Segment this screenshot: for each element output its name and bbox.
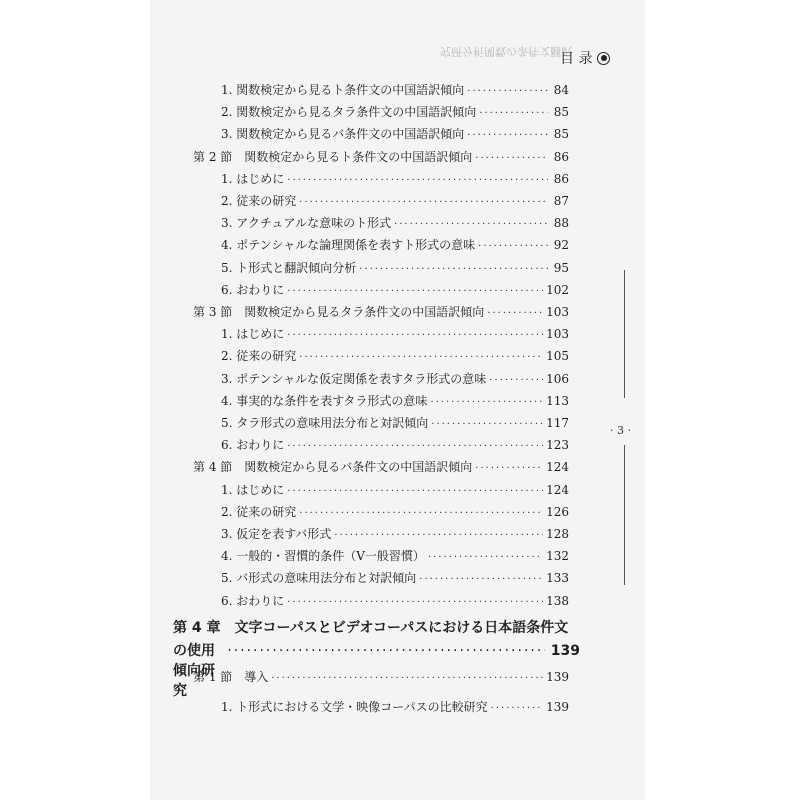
- toc-subsection-entry[interactable]: [221, 102, 569, 122]
- chapter-title-text: の使用傾向研究: [173, 643, 215, 699]
- leader-dots: [271, 669, 543, 689]
- entry-page-number: 92: [553, 238, 569, 253]
- entry-title: 3. ポテンシャルな仮定関係を表すタラ形式の意味: [221, 371, 487, 386]
- toc-subsection-entry[interactable]: [221, 124, 569, 144]
- leader-dots: [287, 326, 543, 346]
- entry-page-number: 88: [553, 216, 569, 231]
- entry-page-number: 128: [546, 527, 569, 541]
- entry-page-number: 103: [546, 327, 569, 342]
- leader-dots: [287, 593, 543, 613]
- toc-subsection-entry[interactable]: [221, 697, 569, 717]
- leader-dots: [479, 104, 548, 124]
- toc-subsection-entry[interactable]: [221, 235, 569, 255]
- entry-page-number: 105: [546, 349, 569, 364]
- leader-dots: [394, 215, 548, 235]
- entry-page-number: 85: [553, 127, 569, 142]
- bleed-through-text: 究研分析関数の条件文翻訳: [440, 45, 572, 58]
- entry-page-number: 106: [546, 371, 569, 386]
- leader-dots: [475, 459, 543, 479]
- toc-subsection-entry[interactable]: [221, 169, 569, 189]
- entry-page-number: 139: [546, 670, 569, 684]
- entry-page-number: 132: [546, 549, 569, 564]
- entry-title: 1. はじめに: [221, 171, 285, 186]
- entry-title: 3. 仮定を表すバ形式: [221, 527, 332, 541]
- leader-dots: [467, 126, 548, 146]
- bullet-icon: [597, 52, 610, 65]
- toc-subsection-entry[interactable]: [221, 191, 569, 211]
- entry-page-number: 133: [546, 571, 569, 586]
- toc-subsection-entry[interactable]: [221, 213, 569, 233]
- entry-title: 6. おわりに: [221, 438, 285, 453]
- entry-title: 2. 従来の研究: [221, 504, 297, 519]
- entry-title: 5. バ形式の意味用法分布と対訳傾向: [221, 571, 417, 586]
- toc-section-entry[interactable]: [193, 667, 569, 687]
- leader-dots: [299, 504, 543, 524]
- leader-dots: [334, 526, 543, 546]
- entry-title: 4. ポテンシャルな論理関係を表すト形式の意味: [221, 238, 476, 253]
- entry-page-number: 85: [553, 105, 569, 120]
- page-header: [560, 48, 610, 68]
- entry-title: 第 4 節 関数検定から見るバ条件文の中国語訳傾向: [193, 460, 473, 475]
- chapter-title-line1[interactable]: 第 4 章 文字コーパスとビデオコーパスにおける日本語条件文: [173, 620, 569, 636]
- entry-title: 1. ト形式における文学・映像コーパスの比較研究: [221, 700, 488, 714]
- entry-page-number: 84: [553, 83, 569, 97]
- entry-page-number: 139: [546, 700, 569, 714]
- entry-page-number: 126: [546, 504, 569, 519]
- leader-dots: [431, 415, 543, 435]
- toc-subsection-entry[interactable]: [221, 369, 569, 389]
- entry-title: 1. はじめに: [221, 327, 285, 342]
- leader-dots: [489, 371, 543, 391]
- entry-title: 2. 従来の研究: [221, 349, 297, 364]
- toc-subsection-entry[interactable]: [221, 502, 569, 522]
- entry-title: 6. おわりに: [221, 593, 285, 608]
- toc-subsection-entry[interactable]: [221, 391, 569, 411]
- entry-title: 4. 事実的な条件を表すタラ形式の意味: [221, 393, 428, 408]
- toc-subsection-entry[interactable]: [221, 524, 569, 544]
- chapter-page-number: 139: [550, 643, 580, 659]
- entry-page-number: 95: [553, 260, 569, 275]
- toc-section-entry[interactable]: [193, 147, 569, 167]
- entry-title: 6. おわりに: [221, 282, 285, 297]
- leader-dots: [475, 149, 548, 169]
- leader-dots: [287, 482, 543, 502]
- toc-subsection-entry[interactable]: [221, 480, 569, 500]
- toc-subsection-entry[interactable]: [221, 413, 569, 433]
- toc-subsection-entry[interactable]: [221, 346, 569, 366]
- entry-title: 4. 一般的・習慣的条件（V一般習慣）: [221, 549, 425, 564]
- toc-subsection-entry[interactable]: [221, 568, 569, 588]
- entry-title: 5. タラ形式の意味用法分布と対訳傾向: [221, 416, 429, 430]
- toc-subsection-entry[interactable]: [221, 280, 569, 300]
- leader-dots: [287, 171, 548, 191]
- leader-dots: [227, 643, 545, 659]
- leader-dots: [478, 237, 548, 257]
- entry-title: 1. はじめに: [221, 482, 285, 497]
- page-number-folio: · 3 ·: [610, 424, 631, 437]
- margin-rule-bottom: [624, 445, 625, 585]
- leader-dots: [359, 260, 548, 280]
- leader-dots: [491, 699, 543, 719]
- entry-title: 5. ト形式と翻訳傾向分析: [221, 260, 357, 275]
- toc-subsection-entry[interactable]: [221, 591, 569, 611]
- entry-title: 3. アクチュアルな意味のト形式: [221, 216, 392, 231]
- header-title: 目 录: [560, 51, 593, 67]
- entry-page-number: 113: [546, 393, 569, 408]
- entry-title: 第 1 節 導入: [193, 670, 269, 684]
- entry-title: 2. 従来の研究: [221, 194, 297, 208]
- entry-title: 3. 関数検定から見るバ条件文の中国語訳傾向: [221, 127, 465, 142]
- entry-page-number: 117: [546, 416, 569, 430]
- entry-page-number: 86: [553, 171, 569, 186]
- entry-title: 2. 関数検定から見るタラ条件文の中国語訳傾向: [221, 105, 477, 120]
- leader-dots: [299, 193, 548, 213]
- entry-title: 第 2 節 関数検定から見るト条件文の中国語訳傾向: [193, 149, 473, 164]
- toc-subsection-entry[interactable]: [221, 435, 569, 455]
- entry-page-number: 124: [546, 460, 569, 475]
- entry-page-number: 123: [546, 438, 569, 453]
- entry-page-number: 124: [546, 482, 569, 497]
- leader-dots: [287, 282, 543, 302]
- leader-dots: [430, 393, 543, 413]
- toc-subsection-entry[interactable]: [221, 324, 569, 344]
- entry-page-number: 138: [546, 593, 569, 608]
- entry-page-number: 87: [553, 194, 569, 208]
- toc-subsection-entry[interactable]: [221, 258, 569, 278]
- toc-subsection-entry[interactable]: [221, 80, 569, 100]
- entry-title: 1. 関数検定から見るト条件文の中国語訳傾向: [221, 83, 465, 97]
- toc-section-entry[interactable]: [193, 457, 569, 477]
- entry-title: 第 3 節 関数検定から見るタラ条件文の中国語訳傾向: [193, 305, 485, 319]
- toc-subsection-entry[interactable]: [221, 546, 569, 566]
- margin-rule-top: [624, 270, 625, 398]
- entry-page-number: 86: [553, 149, 569, 164]
- leader-dots: [299, 348, 543, 368]
- leader-dots: [487, 304, 543, 324]
- entry-page-number: 102: [546, 282, 569, 297]
- leader-dots: [467, 82, 548, 102]
- toc-section-entry[interactable]: [193, 302, 569, 322]
- leader-dots: [419, 570, 543, 590]
- leader-dots: [287, 437, 543, 457]
- entry-page-number: 103: [546, 305, 569, 319]
- leader-dots: [428, 548, 543, 568]
